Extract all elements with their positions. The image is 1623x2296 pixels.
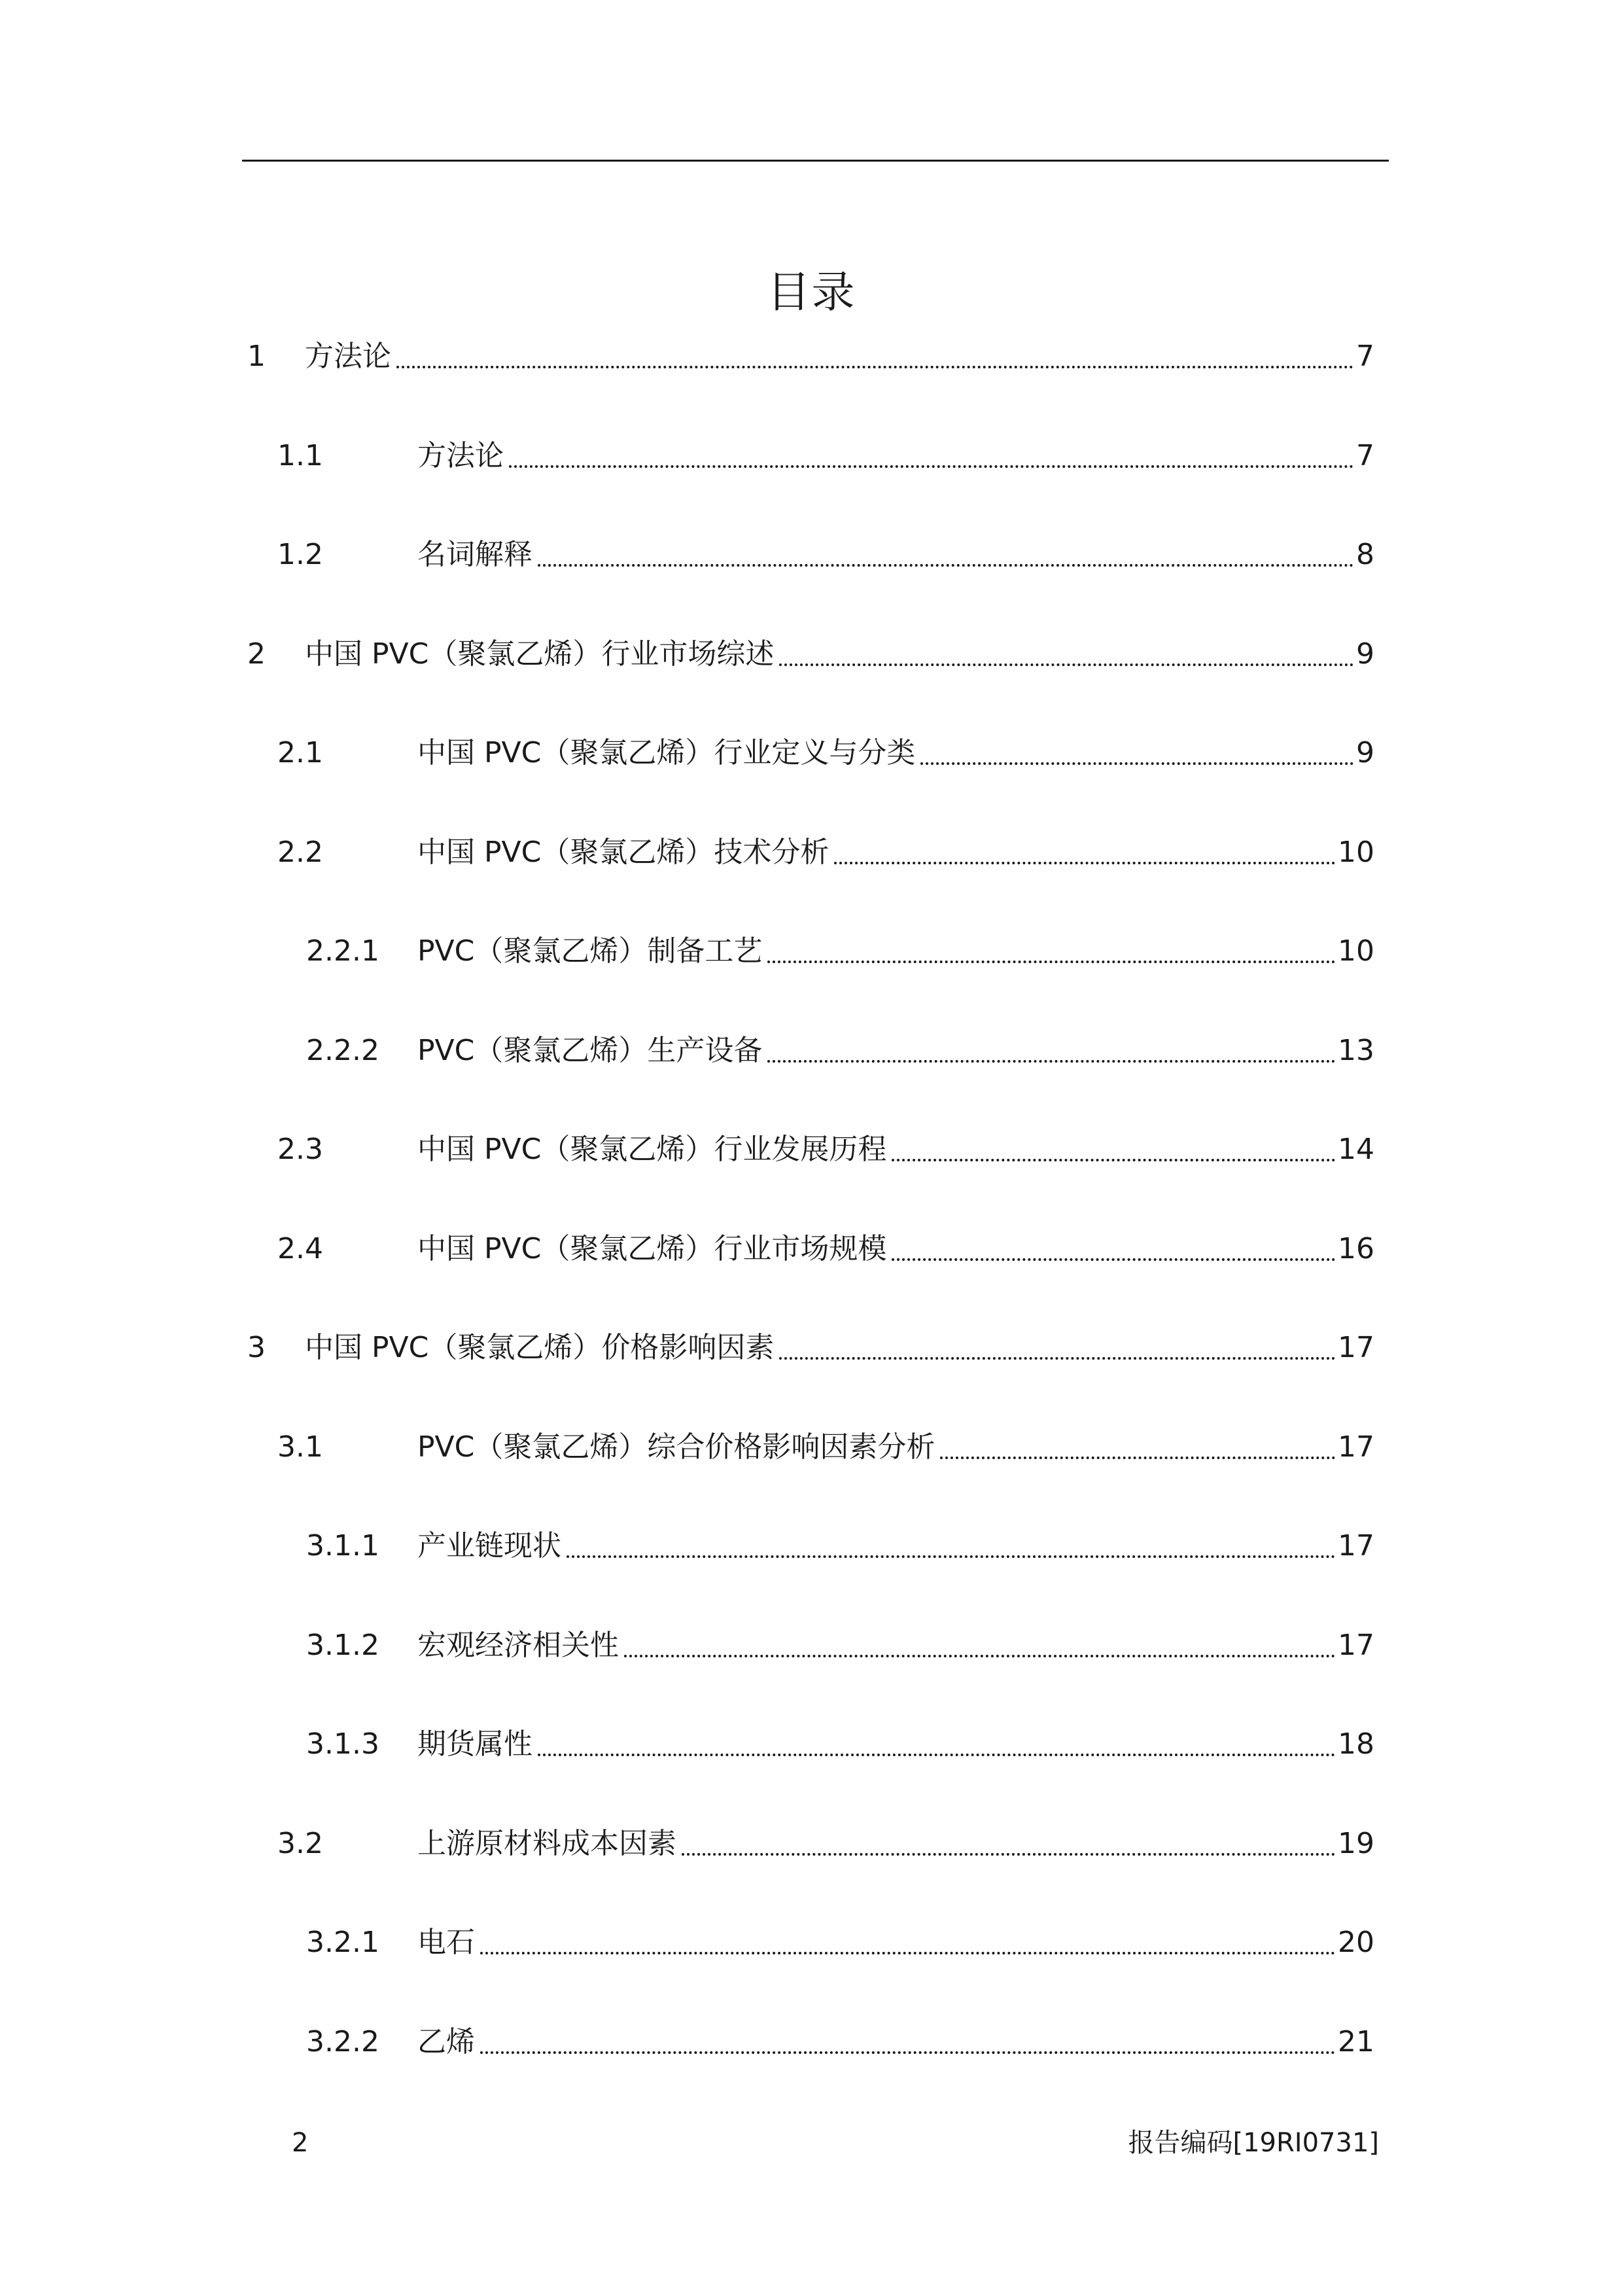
toc-entry-line xyxy=(417,1824,1374,1863)
toc-entry-number: 3.2.1 xyxy=(306,1926,379,1959)
toc-entry[interactable] xyxy=(0,1031,1623,1070)
toc-leader-dots xyxy=(892,1159,1335,1161)
toc-entry-page: 21 xyxy=(1338,2025,1374,2058)
toc-entry-page: 8 xyxy=(1356,538,1374,571)
toc-entry-page: 13 xyxy=(1338,1034,1374,1067)
toc-entry[interactable] xyxy=(0,833,1623,872)
toc-entry-label: 期货属性 xyxy=(417,1727,532,1761)
toc-entry[interactable] xyxy=(0,337,1623,376)
toc-entry[interactable] xyxy=(0,1130,1623,1169)
toc-leader-dots xyxy=(538,564,1353,567)
toc-entry-page: 17 xyxy=(1338,1331,1374,1364)
toc-entry-line xyxy=(305,635,1374,674)
toc-entry-label: 名词解释 xyxy=(417,538,532,571)
toc-leader-dots xyxy=(538,1754,1335,1756)
toc-entry-page: 17 xyxy=(1338,1629,1374,1662)
toc-leader-dots xyxy=(624,1655,1335,1657)
toc-leader-dots xyxy=(920,762,1353,765)
toc-entry-label: 乙烯 xyxy=(417,2025,475,2058)
page-title: 目录 xyxy=(767,267,856,318)
toc-entry-line xyxy=(417,733,1374,773)
toc-entry-page: 16 xyxy=(1338,1232,1374,1265)
toc-leader-dots xyxy=(480,2051,1335,2054)
toc-entry-page: 14 xyxy=(1338,1133,1374,1166)
toc-entry[interactable] xyxy=(0,635,1623,674)
toc-entry-number: 3.1.3 xyxy=(306,1727,379,1761)
toc-entry-page: 18 xyxy=(1338,1727,1374,1761)
toc-entry-line xyxy=(417,833,1374,872)
toc-entry-label: 上游原材料成本因素 xyxy=(417,1827,676,1860)
toc-entry-line xyxy=(417,1527,1374,1566)
toc-entry-label: PVC（聚氯乙烯）综合价格影响因素分析 xyxy=(417,1430,935,1464)
toc-entry-label: 方法论 xyxy=(305,340,391,373)
toc-entry-number: 3.1.2 xyxy=(306,1629,379,1662)
toc-entry[interactable] xyxy=(0,1923,1623,1962)
toc-entry-line xyxy=(417,2022,1374,2062)
toc-entry-line xyxy=(417,535,1374,574)
toc-entry-number: 2.2.2 xyxy=(306,1034,379,1067)
toc-entry-label: PVC（聚氯乙烯）制备工艺 xyxy=(417,934,763,968)
toc-entry-line xyxy=(417,1725,1374,1764)
toc-entry-line xyxy=(305,1328,1374,1368)
toc-entry[interactable] xyxy=(0,1725,1623,1764)
toc-leader-dots xyxy=(779,1357,1335,1360)
toc-entry-line xyxy=(417,1626,1374,1665)
toc-leader-dots xyxy=(567,1555,1335,1558)
toc-entry-line xyxy=(417,436,1374,476)
toc-entry-label: 中国 PVC（聚氯乙烯）行业市场规模 xyxy=(417,1232,887,1265)
toc-entry-page: 9 xyxy=(1356,637,1374,671)
toc-leader-dots xyxy=(767,1060,1335,1063)
footer-report-code: 报告编码[19RI0731] xyxy=(1128,2128,1379,2158)
toc-entry-line xyxy=(417,1923,1374,1962)
toc-entry-line xyxy=(417,1229,1374,1269)
toc-entry-page: 19 xyxy=(1338,1827,1374,1860)
toc-entry-page: 7 xyxy=(1356,340,1374,373)
toc-entry-number: 3.2 xyxy=(277,1827,323,1860)
toc-entry-number: 3 xyxy=(247,1331,266,1364)
toc-entry[interactable] xyxy=(0,436,1623,476)
toc-entry-label: PVC（聚氯乙烯）生产设备 xyxy=(417,1034,763,1067)
toc-entry-number: 3.1.1 xyxy=(306,1529,379,1563)
toc-entry-page: 7 xyxy=(1356,439,1374,472)
toc-entry-label: 中国 PVC（聚氯乙烯）行业定义与分类 xyxy=(417,736,916,769)
toc-entry-number: 2.2.1 xyxy=(306,934,379,968)
toc-leader-dots xyxy=(834,862,1335,864)
toc-leader-dots xyxy=(940,1457,1335,1459)
footer-page-number: 2 xyxy=(292,2128,309,2158)
toc-entry-label: 方法论 xyxy=(417,439,504,472)
toc-entry-number: 2.3 xyxy=(277,1133,323,1166)
toc-entry-line xyxy=(417,1031,1374,1070)
toc-entry-number: 2.4 xyxy=(277,1232,323,1265)
toc-entry-page: 10 xyxy=(1338,934,1374,968)
toc-entry-page: 9 xyxy=(1356,736,1374,769)
toc-entry-line xyxy=(417,1428,1374,1467)
toc-leader-dots xyxy=(509,465,1353,468)
toc-entry-page: 10 xyxy=(1338,836,1374,869)
toc-entry-number: 1.2 xyxy=(277,538,323,571)
toc-entry-label: 中国 PVC（聚氯乙烯）技术分析 xyxy=(417,836,829,869)
toc-entry-page: 20 xyxy=(1338,1926,1374,1959)
toc-entry-label: 中国 PVC（聚氯乙烯）行业市场综述 xyxy=(305,637,775,671)
toc-entry-label: 宏观经济相关性 xyxy=(417,1629,619,1662)
toc-entry-number: 3.2.2 xyxy=(306,2025,379,2058)
toc-entry-line xyxy=(417,1130,1374,1169)
toc-entry[interactable] xyxy=(0,733,1623,773)
toc-entry-label: 中国 PVC（聚氯乙烯）价格影响因素 xyxy=(305,1331,775,1364)
toc-leader-dots xyxy=(767,961,1335,963)
toc-entry[interactable] xyxy=(0,1527,1623,1566)
toc-entry[interactable] xyxy=(0,1229,1623,1269)
toc-entry-number: 3.1 xyxy=(277,1430,323,1464)
toc-entry-number: 1.1 xyxy=(277,439,323,472)
toc-entry-number: 2.1 xyxy=(277,736,323,769)
toc-entry[interactable] xyxy=(0,2022,1623,2062)
toc-entry[interactable] xyxy=(0,535,1623,574)
toc-entry[interactable] xyxy=(0,932,1623,971)
toc-entry-page: 17 xyxy=(1338,1529,1374,1563)
toc-entry-number: 2 xyxy=(247,637,266,671)
toc-entry[interactable] xyxy=(0,1328,1623,1368)
toc-leader-dots xyxy=(779,663,1353,666)
toc-leader-dots xyxy=(480,1952,1335,1954)
toc-entry-label: 产业链现状 xyxy=(417,1529,561,1563)
toc-entry[interactable] xyxy=(0,1626,1623,1665)
toc-entry-number: 2.2 xyxy=(277,836,323,869)
toc-entry-label: 电石 xyxy=(417,1926,475,1959)
toc-entry-line xyxy=(417,932,1374,971)
toc-leader-dots xyxy=(682,1853,1335,1856)
toc-leader-dots xyxy=(892,1258,1335,1261)
toc-entry-number: 1 xyxy=(247,340,266,373)
toc-entry-page: 17 xyxy=(1338,1430,1374,1464)
toc-leader-dots xyxy=(396,366,1353,368)
toc-entry-label: 中国 PVC（聚氯乙烯）行业发展历程 xyxy=(417,1133,887,1166)
toc-entry[interactable] xyxy=(0,1428,1623,1467)
toc-entry-line xyxy=(305,337,1374,376)
toc-entry[interactable] xyxy=(0,1824,1623,1863)
